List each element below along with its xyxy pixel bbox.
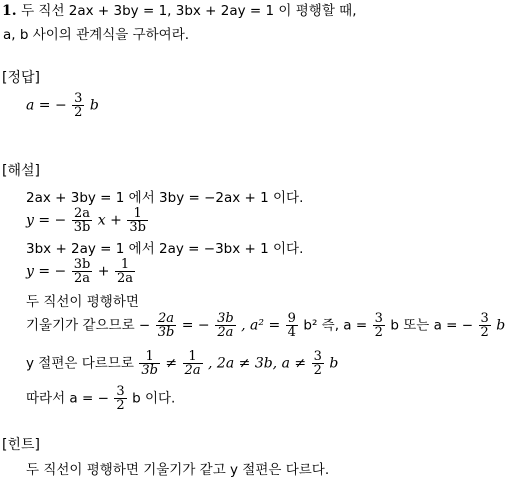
answer-lhs: a = − — [26, 97, 67, 114]
answer-formula — [26, 92, 99, 119]
s6-f2-den: 2a — [215, 325, 236, 339]
s7-fraction-3 — [312, 350, 324, 377]
s7-f1-den: 3b — [141, 363, 158, 378]
s4-fraction-2 — [115, 258, 135, 285]
s7-f2-den: 2a — [184, 363, 201, 378]
s4-lhs: y = − — [26, 263, 67, 280]
s2-lhs: y = − — [26, 212, 67, 229]
solution-header: [해설] — [2, 163, 40, 179]
s6-f1-num: 2a — [157, 311, 174, 326]
s6-fraction-4 — [373, 312, 385, 339]
answer-frac-num: 3 — [74, 91, 83, 106]
s4-mid: + — [97, 263, 110, 280]
solution-step-4 — [26, 258, 136, 285]
solution-step-6 — [26, 312, 505, 339]
solution-step-1: 2ax + 3by = 1 에서 3by = −2ax + 1 이다. — [26, 190, 304, 206]
s8-f-den: 2 — [116, 398, 125, 413]
s4-f2-den: 2a — [116, 271, 133, 286]
s8-b: b 이다. — [132, 390, 176, 407]
solution-step-2 — [26, 207, 149, 234]
hint-text: 두 직선이 평행하면 기울기가 같고 y 절편은 다르다. — [26, 462, 330, 478]
s2-f2-num: 1 — [133, 206, 142, 221]
s7-fraction-1 — [139, 350, 160, 377]
solution-step-8 — [26, 385, 175, 412]
s6-f5-den: 2 — [480, 325, 489, 340]
s7-fraction-2 — [183, 350, 203, 377]
answer-fraction — [72, 92, 84, 119]
s7-f2-num: 1 — [188, 349, 197, 364]
s6-f3-den: 4 — [287, 325, 296, 340]
s7-d: b — [329, 355, 339, 372]
answer-rhs: b — [89, 97, 99, 114]
s2-f2-den: 3b — [129, 220, 146, 235]
s6-f1-den: 3b — [157, 325, 175, 340]
s6-b: = − — [181, 317, 210, 334]
s6-a: 기울기가 같으므로 − — [26, 317, 151, 334]
s6-fraction-3 — [286, 312, 298, 339]
s6-d: b² 즉, a = — [303, 317, 368, 334]
s6-f3-num: 9 — [287, 311, 296, 326]
s7-f1-num: 1 — [145, 349, 154, 364]
solution-step-3: 3bx + 2ay = 1 에서 2ay = −3bx + 1 이다. — [26, 241, 304, 257]
s4-f1-num: 3b — [73, 257, 91, 272]
s4-fraction-1 — [72, 258, 93, 285]
s7-f3-num: 3 — [313, 349, 322, 364]
s6-f2-num: 3b — [217, 311, 234, 326]
answer-header: [정답] — [2, 70, 40, 86]
s6-f5-num: 3 — [480, 311, 489, 326]
problem-statement-line2: a, b 사이의 관계식을 구하여라. — [3, 27, 190, 43]
solution-step-7 — [26, 350, 338, 377]
s7-c: , 2a ≠ 3b, a ≠ — [208, 355, 307, 372]
s8-fraction — [114, 385, 126, 412]
s8-a: 따라서 a = − — [26, 390, 109, 407]
answer-frac-den: 2 — [74, 105, 83, 120]
s2-fraction-1 — [72, 207, 93, 234]
s2-fraction-2 — [127, 207, 148, 234]
s7-f3-den: 2 — [313, 363, 322, 378]
problem-number: 1. — [2, 3, 17, 19]
solution-step-5: 두 직선이 평행하면 — [26, 294, 139, 310]
s4-f1-den: 2a — [72, 271, 93, 285]
problem-statement-line1 — [2, 3, 357, 19]
s6-fraction-1 — [156, 312, 177, 339]
problem-text-1: 두 직선 2ax + 3by = 1, 3bx + 2ay = 1 이 평행할 때, — [21, 3, 357, 19]
s6-f4-num: 3 — [374, 311, 383, 326]
s4-f2-num: 1 — [120, 257, 130, 272]
s6-e: b 또는 a = − — [390, 317, 474, 334]
s7-b: ≠ — [165, 355, 178, 372]
s7-a: y 절편은 다르므로 — [26, 355, 134, 372]
s6-f4-den: 2 — [374, 325, 383, 340]
s6-f: b — [496, 317, 506, 334]
s6-fraction-5 — [479, 312, 491, 339]
s2-f1-den: 3b — [73, 220, 91, 235]
hint-header: [힌트] — [2, 437, 40, 453]
s2-f1-num: 2a — [74, 206, 91, 221]
s2-mid: x + — [97, 212, 122, 229]
s8-f-num: 3 — [116, 384, 125, 399]
s6-c: , a² = — [241, 317, 281, 334]
s6-fraction-2 — [215, 312, 236, 339]
